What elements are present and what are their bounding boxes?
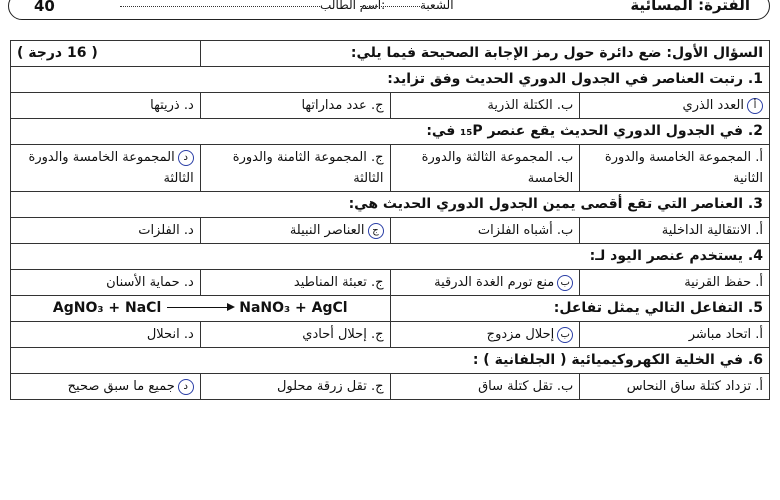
option[interactable] (200, 145, 390, 192)
option-text: جميع ما سبق صحيح (67, 379, 175, 394)
dotted-line (360, 6, 420, 7)
option[interactable] (390, 270, 580, 296)
question-text: 6. في الخلية الكهروكيميائية ( الجلفانية ) : (11, 348, 770, 374)
option-text: العدد الذري (682, 98, 744, 113)
question-row (11, 67, 770, 93)
option[interactable] (390, 322, 580, 348)
option-text: الفلزات (138, 223, 180, 238)
question-row (11, 244, 770, 270)
option-text: عدد مداراتها (301, 98, 367, 113)
options-row (11, 270, 770, 296)
option[interactable] (200, 374, 390, 400)
option-text: ذريتها (150, 98, 180, 113)
option-text: المجموعة الخامسة والدورة الثانية (604, 150, 763, 186)
period-label: الفترة: المسائية (630, 0, 750, 14)
option[interactable] (580, 374, 770, 400)
option[interactable] (390, 218, 580, 244)
options-row (11, 145, 770, 192)
option[interactable] (11, 145, 201, 192)
option-text: تعبئة المناطيد (293, 275, 367, 290)
option-prefix: أ. (755, 327, 763, 342)
option-text: العناصر النبيلة (289, 223, 365, 238)
question-row (11, 119, 770, 145)
option-text: الكتلة الذرية (487, 98, 553, 113)
answer-circle: د (178, 379, 194, 395)
options-row (11, 93, 770, 119)
option[interactable] (580, 270, 770, 296)
option-prefix: ج. (370, 98, 384, 113)
option[interactable] (11, 218, 201, 244)
field-label: اسم الطالب: (320, 0, 386, 12)
answer-circle: أ (747, 98, 763, 114)
option-text: تقل زرقة محلول (276, 379, 367, 394)
option-text: إحلال مزدوج (486, 327, 555, 342)
option[interactable] (390, 374, 580, 400)
answer-circle: د (178, 150, 194, 166)
answer-circle: ب (557, 327, 573, 343)
question-text: 5. التفاعل التالي يمثل تفاعل: (390, 296, 770, 322)
question-text: 1. رتبت العناصر في الجدول الدوري الحديث وفق تزايد: (11, 67, 770, 93)
question-row (11, 348, 770, 374)
question-text: 3. العناصر التي تقع أقصى يمين الجدول الدوري الحديث هي: (11, 192, 770, 218)
equation-text (53, 300, 348, 316)
option-prefix: ب. (556, 98, 574, 113)
option[interactable] (200, 218, 390, 244)
page-header (0, 0, 780, 22)
option[interactable] (200, 270, 390, 296)
option-text: الانتقالية الداخلية (661, 223, 752, 238)
option[interactable] (11, 270, 201, 296)
option-prefix: ب. (556, 379, 574, 394)
option[interactable] (11, 374, 201, 400)
option-prefix: ج. (370, 379, 384, 394)
option-prefix: ج. (370, 327, 384, 342)
section-score: ( 16 درجة ) (11, 41, 201, 67)
question-row (11, 296, 770, 322)
question-text: 2. في الجدول الدوري الحديث يقع عنصر ₁₅P في: (11, 119, 770, 145)
answer-circle: ب (557, 275, 573, 291)
option[interactable] (200, 93, 390, 119)
option-prefix: د. (183, 327, 194, 342)
dotted-line (120, 6, 320, 7)
section-header-row (11, 41, 770, 67)
option-text: أشباه الفلزات (477, 223, 553, 238)
option-text: منع تورم الغدة الدرقية (434, 275, 555, 290)
page-number: 40 (34, 0, 55, 15)
option[interactable] (390, 145, 580, 192)
option-text: المجموعة الثامنة والدورة الثالثة (232, 150, 384, 186)
option-text: اتحاد مباشر (688, 327, 752, 342)
equation (11, 296, 391, 322)
option[interactable] (580, 145, 770, 192)
section-title: السؤال الأول: ضع دائرة حول رمز الإجابة الصحيحة فيما يلي: (200, 41, 769, 67)
option-prefix: ب. (556, 150, 574, 165)
option-text: تقل كتلة ساق (478, 379, 553, 394)
option[interactable] (11, 322, 201, 348)
field-label: الشعبة (420, 0, 454, 12)
question-row (11, 192, 770, 218)
option[interactable] (580, 218, 770, 244)
question-table (10, 40, 770, 400)
option-text: انحلال (146, 327, 180, 342)
question-text: 4. يستخدم عنصر اليود لـ: (11, 244, 770, 270)
option-prefix: ج. (370, 150, 384, 165)
option[interactable] (390, 93, 580, 119)
option-prefix: د. (183, 98, 194, 113)
option-prefix: أ. (755, 379, 763, 394)
option[interactable] (11, 93, 201, 119)
equation-left: AgNO₃ + NaCl (52, 300, 162, 316)
option-prefix: ج. (370, 275, 384, 290)
option[interactable] (580, 93, 770, 119)
option-text: حماية الأسنان (106, 275, 180, 290)
answer-circle: ج (368, 223, 384, 239)
option-prefix: د. (183, 275, 194, 290)
option-prefix: أ. (755, 150, 763, 165)
option-text: المجموعة الخامسة والدورة الثالثة (28, 150, 194, 186)
arrow-icon (167, 307, 233, 308)
option-text: إحلال أحادي (302, 327, 367, 342)
options-row (11, 322, 770, 348)
option-text: المجموعة الثالثة والدورة الخامسة (421, 150, 574, 186)
option-prefix: د. (183, 223, 194, 238)
option-prefix: أ. (755, 223, 763, 238)
options-row (11, 218, 770, 244)
option-text: حفظ القرنية (684, 275, 752, 290)
option-prefix: ب. (556, 223, 574, 238)
option[interactable] (200, 322, 390, 348)
equation-right: NaNO₃ + AgCl (239, 300, 348, 316)
option-text: تزداد كتلة ساق النحاس (626, 379, 752, 394)
option-prefix: أ. (755, 275, 763, 290)
option[interactable] (580, 322, 770, 348)
options-row (11, 374, 770, 400)
